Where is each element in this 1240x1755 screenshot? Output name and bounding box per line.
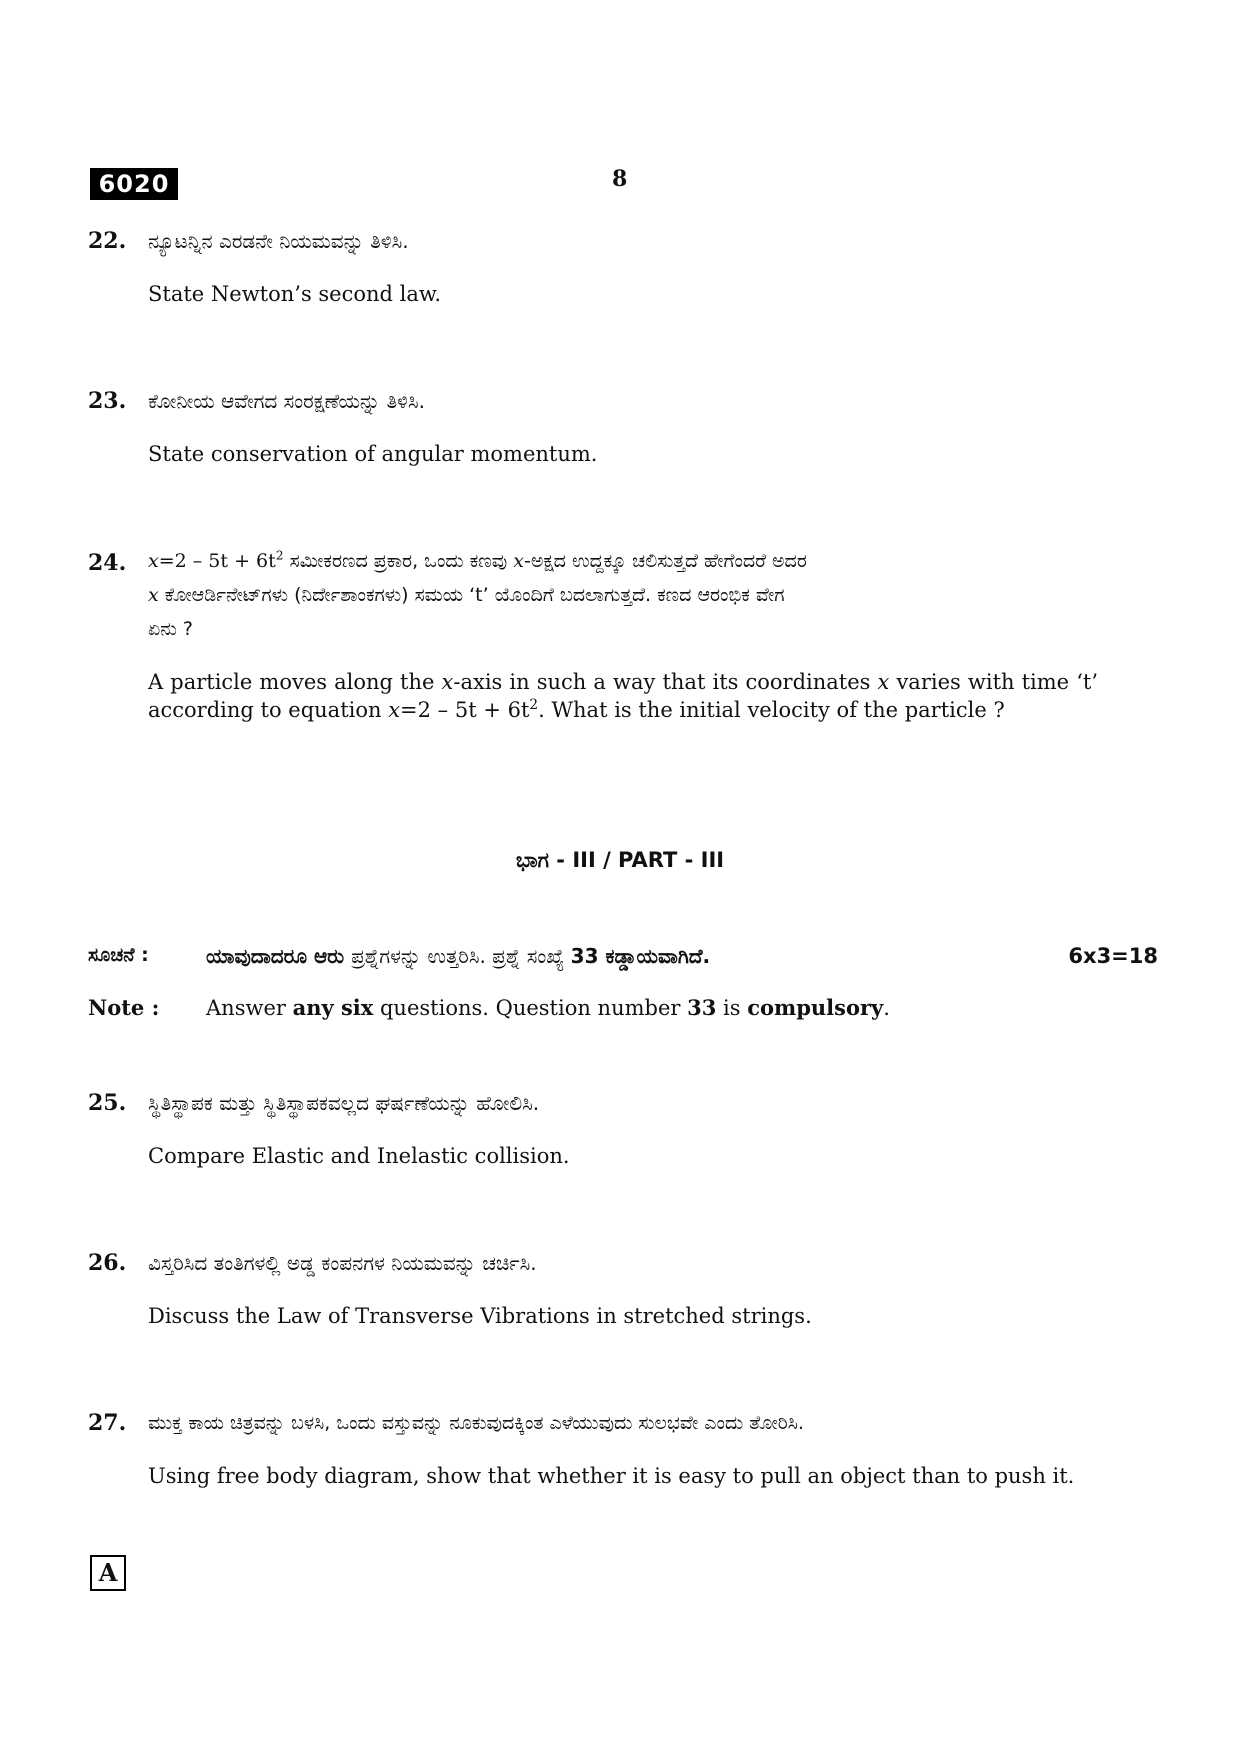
version-box: A bbox=[90, 1555, 126, 1591]
question-kannada: ಮುಕ್ತ ಕಾಯ ಚಿತ್ರವನ್ನು ಬಳಸಿ, ಒಂದು ವಸ್ತುವನ್ನು ನೂಕುವುದಕ್ಕಿಂತ ಎಳೆಯುವುದು ಸುಲಭವೇ ಎಂದು ತೋರಿಸಿ. bbox=[148, 1412, 804, 1434]
question-english: Using free body diagram, show that whether it is easy to pull an object than to push it. bbox=[148, 1464, 1075, 1488]
question-english: Discuss the Law of Transverse Vibrations in stretched strings. bbox=[148, 1304, 812, 1328]
note-label-kannada: ಸೂಚನೆ : bbox=[88, 944, 149, 966]
question-number: 24. bbox=[88, 550, 127, 576]
question-number: 25. bbox=[88, 1090, 127, 1116]
question-number: 26. bbox=[88, 1250, 127, 1276]
question-kannada: $x=2 - 5t + 6t^2$ ಸಮೀಕರಣದ ಪ್ರಕಾರ, ಒಂದು ಕಣವು x-ಅಕ್ಷದ ಉದ್ದಕ್ಕೂ ಚಲಿಸುತ್ತದೆ ಹೇಗೆಂದರೆ ಅದರ x ಕೋಆರ್ಡಿನೇಟ್‌ಗಳು (ನಿರ್ದೇಶಾಂಕಗಳು) ಸಮಯ ‘t’ ಯೊಂದಿಗೆ ಬದಲಾಗುತ್ತದೆ. ಕಣದ ಆರಂಭಿಕ ವೇಗ ಏನು ? bbox=[148, 548, 807, 640]
note-label-english: Note : bbox=[88, 995, 160, 1020]
question-kannada: ನ್ಯೂಟನ್ನಿನ ಎರಡನೇ ನಿಯಮವನ್ನು ತಿಳಿಸಿ. bbox=[148, 229, 409, 253]
question-kannada: ವಿಸ್ತರಿಸಿದ ತಂತಿಗಳಲ್ಲಿ ಅಡ್ಡ ಕಂಪನಗಳ ನಿಯಮವನ್ನು ಚರ್ಚಿಸಿ. bbox=[148, 1251, 537, 1275]
part-heading: ಭಾಗ - III / PART - III bbox=[515, 848, 725, 872]
marks-scheme: 6x3=18 bbox=[1068, 944, 1158, 968]
question-number: 27. bbox=[88, 1410, 127, 1436]
note-english: Answer any six questions. Question number 33 is compulsory. bbox=[206, 995, 890, 1020]
note-kannada: ಯಾವುದಾದರೂ ಆರು ಪ್ರಶ್ನೆಗಳನ್ನು ಉತ್ತರಿಸಿ. ಪ್ರಶ್ನೆ ಸಂಖ್ಯೆ 33 ಕಡ್ಡಾಯವಾಗಿದೆ. bbox=[206, 944, 711, 968]
question-english: State conservation of angular momentum. bbox=[148, 442, 598, 466]
question-kannada: ಕೋನೀಯ ಆವೇಗದ ಸಂರಕ್ಷಣೆಯನ್ನು ತಿಳಿಸಿ. bbox=[148, 389, 425, 413]
question-english: State Newton’s second law. bbox=[148, 282, 442, 306]
question-number: 22. bbox=[88, 228, 127, 254]
paper-code: 6020 bbox=[90, 168, 178, 200]
page-number: 8 bbox=[612, 166, 628, 192]
question-kannada: ಸ್ಥಿತಿಸ್ಥಾಪಕ ಮತ್ತು ಸ್ಥಿತಿಸ್ಥಾಪಕವಲ್ಲದ ಘರ್ಷಣೆಯನ್ನು ಹೋಲಿಸಿ. bbox=[148, 1091, 540, 1115]
question-english: A particle moves along the x-axis in such a way that its coordinates x varies with time ‘t’ according to equation $x=2 - 5t + 6t^2$. What is the initial velocity of the particle ? bbox=[148, 670, 1098, 722]
question-english: Compare Elastic and Inelastic collision. bbox=[148, 1144, 570, 1168]
question-number: 23. bbox=[88, 388, 127, 414]
